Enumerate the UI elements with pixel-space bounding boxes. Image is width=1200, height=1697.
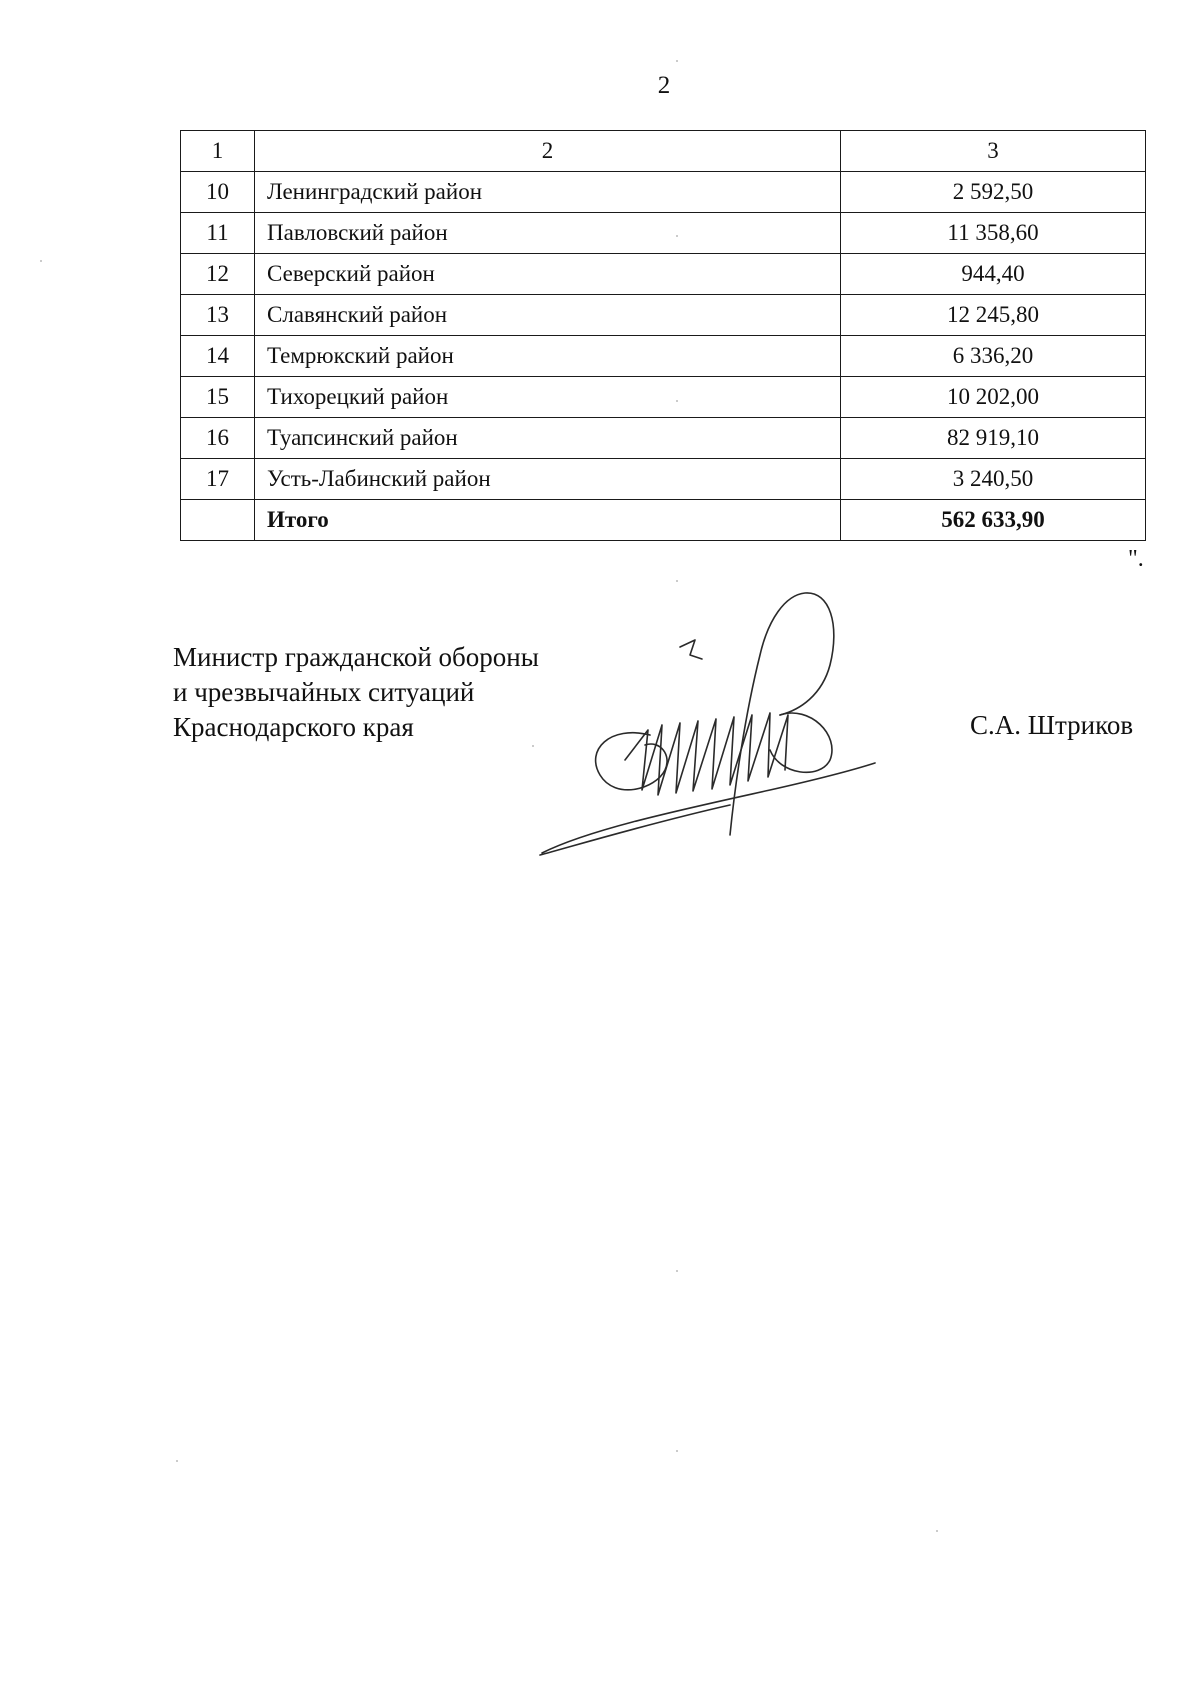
- district-name: Темрюкский район: [255, 336, 841, 377]
- closing-quote: ".: [1128, 546, 1144, 572]
- scan-speck: [676, 580, 678, 582]
- table-header-row: [181, 131, 1146, 172]
- scan-speck: [676, 1270, 678, 1272]
- amount-value: 3 240,50: [841, 459, 1146, 500]
- district-name: Туапсинский район: [255, 418, 841, 459]
- handwritten-signature: [530, 585, 910, 865]
- position-line: Министр гражданской обороны: [173, 642, 539, 672]
- row-number: 10: [181, 172, 255, 213]
- row-number: 13: [181, 295, 255, 336]
- page-number: 2: [657, 72, 671, 99]
- row-number: 15: [181, 377, 255, 418]
- district-name: Павловский район: [255, 213, 841, 254]
- scan-speck: [532, 745, 534, 747]
- amount-value: 11 358,60: [841, 213, 1146, 254]
- district-name: Северский район: [255, 254, 841, 295]
- column-name-header: 2: [255, 131, 841, 172]
- scan-speck: [676, 1450, 678, 1452]
- scan-speck: [176, 1460, 178, 1462]
- table-row: [181, 172, 1146, 213]
- table-row: [181, 295, 1146, 336]
- row-number: 11: [181, 213, 255, 254]
- district-name: Ленинградский район: [255, 172, 841, 213]
- scan-speck: [936, 1530, 938, 1532]
- row-number: 16: [181, 418, 255, 459]
- district-name: Славянский район: [255, 295, 841, 336]
- scan-speck: [676, 400, 678, 402]
- total-row-number: [181, 500, 255, 541]
- signatory-name: С.А. Штриков: [970, 710, 1134, 740]
- amount-value: 82 919,10: [841, 418, 1146, 459]
- amount-value: 12 245,80: [841, 295, 1146, 336]
- allocation-table: [180, 130, 1146, 541]
- scan-speck: [676, 235, 678, 237]
- table-row: [181, 377, 1146, 418]
- position-line: и чрезвычайных ситуаций: [173, 677, 475, 707]
- scan-speck: [676, 60, 678, 62]
- table-row: [181, 418, 1146, 459]
- row-number: 12: [181, 254, 255, 295]
- table-row: [181, 213, 1146, 254]
- row-number: 17: [181, 459, 255, 500]
- amount-value: 10 202,00: [841, 377, 1146, 418]
- total-value: 562 633,90: [841, 500, 1146, 541]
- table-total-row: [181, 500, 1146, 541]
- amount-value: 6 336,20: [841, 336, 1146, 377]
- table-row: [181, 459, 1146, 500]
- signatory-position: [173, 640, 539, 745]
- row-number: 14: [181, 336, 255, 377]
- column-number-header: 1: [181, 131, 255, 172]
- table-row: [181, 336, 1146, 377]
- total-label: Итого: [255, 500, 841, 541]
- column-value-header: 3: [841, 131, 1146, 172]
- amount-value: 944,40: [841, 254, 1146, 295]
- amount-value: 2 592,50: [841, 172, 1146, 213]
- district-name: Усть-Лабинский район: [255, 459, 841, 500]
- scan-speck: [40, 260, 42, 262]
- position-line: Краснодарского края: [173, 712, 414, 742]
- district-name: Тихорецкий район: [255, 377, 841, 418]
- table-row: [181, 254, 1146, 295]
